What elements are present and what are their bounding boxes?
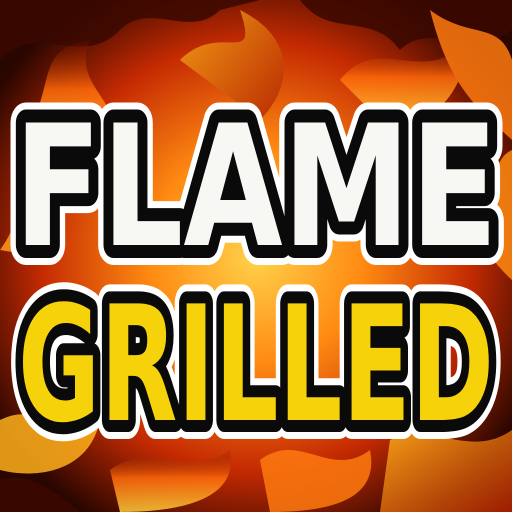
title-line-flame: FLAME bbox=[14, 89, 498, 285]
title-line-flame-halo: FLAME bbox=[14, 89, 498, 285]
title-line-grilled-halo: GRILLED bbox=[18, 271, 494, 458]
title-line-grilled-outline: GRILLED bbox=[18, 271, 494, 458]
title-line-grilled: GRILLED bbox=[18, 271, 494, 458]
title-line-flame-outline: FLAME bbox=[14, 89, 498, 285]
